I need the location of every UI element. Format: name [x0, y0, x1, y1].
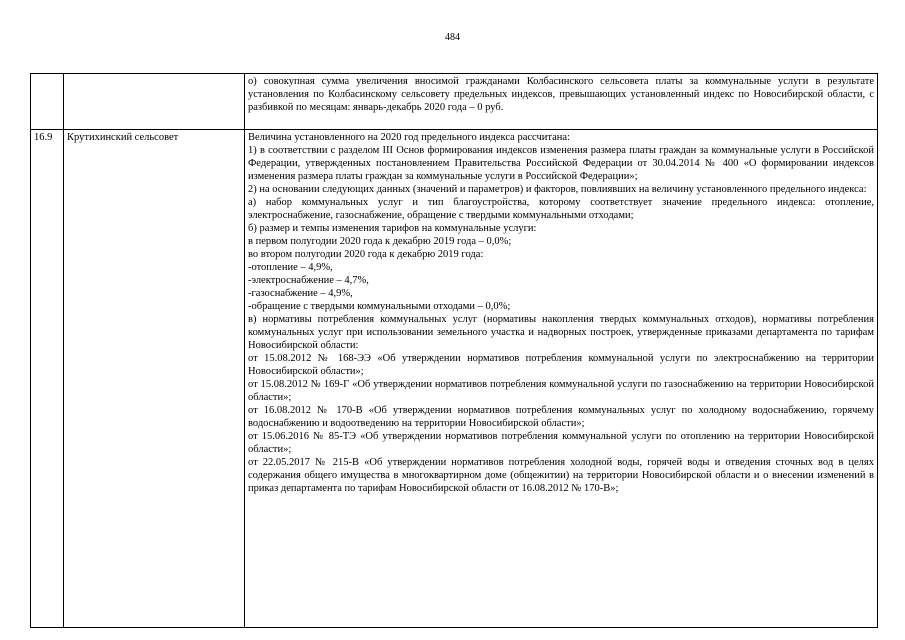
description-cell [245, 130, 878, 628]
paragraph: а) набор коммунальных услуг и тип благоустройства, которому соответствует значение предельного индекса: отопление, электроснабжение, газоснабжение, обращение с твердыми коммунальными отходами; [248, 197, 874, 221]
paragraph: -газоснабжение – 4,9%, [248, 288, 353, 299]
paragraph: о) совокупная сумма увеличения вносимой гражданами Колбасинского сельсовета платы за коммунальные услуги в результате установления по Колбасинскому сельсовету предельных индексов, превышающих установленный индекс по Новосибирской области, с разбивкой по месяцам: январь-декабрь 2020 года – 0 руб. [248, 76, 874, 113]
paragraph: 1) в соответствии с разделом III Основ формирования индексов изменения размера платы граждан за коммунальные услуги в Российской Федерации, утвержденных постановлением Правительства Российской Федерации от 30.04.2014 № 400 «О формировании индексов изменения размера платы граждан за коммунальные услуги в Российской Федерации»; [248, 145, 874, 182]
tariff-index-table [30, 73, 878, 628]
table-row [31, 74, 878, 130]
paragraph: Величина установленного на 2020 год предельного индекса рассчитана: [248, 132, 570, 143]
description-cell [245, 74, 878, 130]
paragraph: от 22.05.2017 № 215-В «Об утверждении нормативов потребления холодной воды, горячей воды и отведения сточных вод в целях содержания общего имущества в многоквартирном доме (общежитии) на территории Новосибирской области и о внесении изменений в приказ департамента по тарифам Новосибирской области от 16.08.2012 № 170-В»; [248, 457, 874, 494]
paragraph: в) нормативы потребления коммунальных услуг (нормативы накопления твердых коммунальных отходов), нормативы потребления коммунальных услуг при использовании земельного участка и надворных построек, утвержденные приказами департамента по тарифам Новосибирской области: [248, 314, 874, 351]
paragraph: от 16.08.2012 № 170-В «Об утверждении нормативов потребления коммунальных услуг по холодному водоснабжению, горячему водоснабжению и водоотведению на территории Новосибирской области»; [248, 405, 874, 429]
paragraph: во втором полугодии 2020 года к декабрю 2019 года: [248, 249, 484, 260]
paragraph: 2) на основании следующих данных (значений и параметров) и факторов, повлиявших на величину установленного предельного индекса: [248, 184, 867, 195]
page-number: 484 [445, 32, 460, 43]
paragraph: -отопление – 4,9%, [248, 262, 333, 273]
paragraph: от 15.06.2016 № 85-ТЭ «Об утверждении нормативов потребления коммунальной услуги по отоплению на территории Новосибирской области»; [248, 431, 874, 455]
table-row [31, 130, 878, 628]
paragraph: от 15.08.2012 № 169-Г «Об утверждении нормативов потребления коммунальной услуги по газоснабжению на территории Новосибирской области»; [248, 379, 874, 403]
municipality-name-cell: Крутихинский сельсовет [64, 130, 245, 628]
row-number-cell: 16.9 [31, 130, 64, 628]
paragraph: -электроснабжение – 4,7%, [248, 275, 369, 286]
paragraph: в первом полугодии 2020 года к декабрю 2019 года – 0,0%; [248, 236, 512, 247]
paragraph: б) размер и темпы изменения тарифов на коммунальные услуги: [248, 223, 537, 234]
municipality-name-cell [64, 74, 245, 130]
row-number-cell [31, 74, 64, 130]
paragraph: от 15.08.2012 № 168-ЭЭ «Об утверждении нормативов потребления коммунальной услуги по электроснабжению на территории Новосибирской области»; [248, 353, 874, 377]
paragraph: -обращение с твердыми коммунальными отходами – 0,0%; [248, 301, 511, 312]
